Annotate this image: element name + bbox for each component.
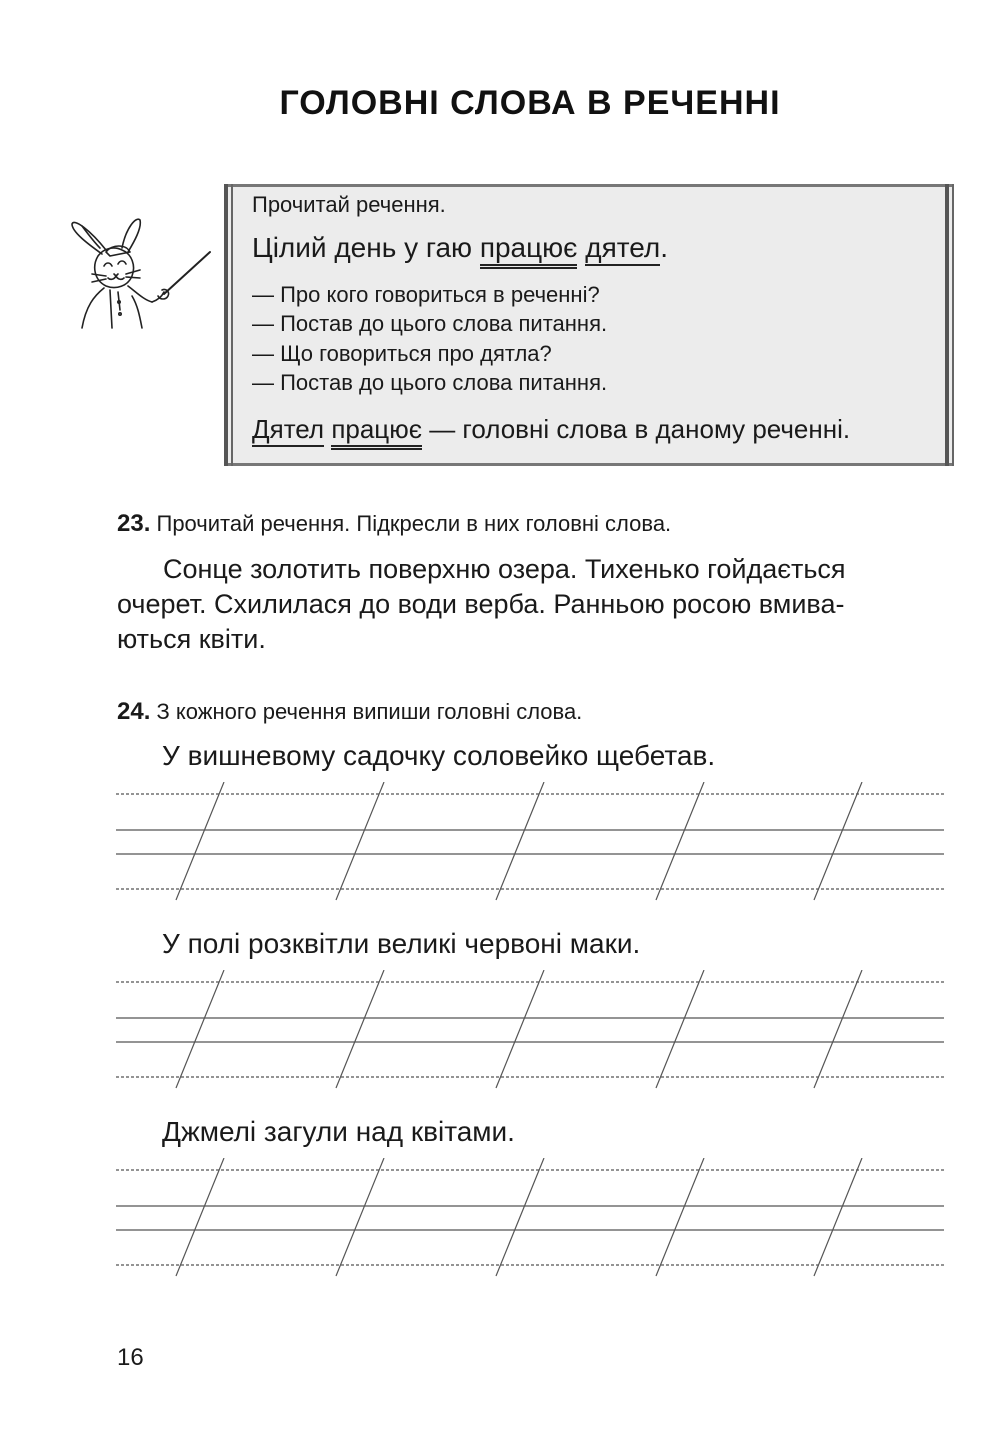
page-title: ГОЛОВНІ СЛОВА В РЕЧЕННІ [279, 84, 781, 122]
exercise-number: 24. [117, 698, 151, 725]
handwriting-lines[interactable] [116, 970, 944, 1090]
page-number: 16 [117, 1344, 144, 1371]
rule-question: — Постав до цього слова питання. [252, 370, 608, 395]
exercise-task: Прочитай речення. Підкресли в них головні слова. [156, 511, 672, 536]
rule-example-sentence: Цілий день у гаю працює дятел. [252, 232, 668, 264]
predicate-double-underline: працює [331, 414, 422, 450]
exercise-number: 23. [117, 510, 151, 537]
exercise-24-sentence: У вишневому садочку соловейко щебетав. [162, 740, 716, 771]
rabbit-teacher-illustration [70, 210, 215, 330]
exercise-23-text-line: Сонце золотить поверхню озера. Тихенько гойдається [163, 554, 846, 584]
subject-single-underline: Дятел [252, 414, 324, 447]
predicate-double-underline: працює [480, 232, 578, 269]
exercise-23-text-line: очерет. Схилилася до води верба. Ранньою росою вмива- [117, 589, 845, 619]
exercise-23-text-line: ються квіти. [117, 624, 266, 654]
rule-question: — Що говориться про дятла? [252, 341, 552, 366]
handwriting-lines[interactable] [116, 1158, 944, 1278]
exercise-24-sentence: У полі розквітли великі червоні маки. [162, 928, 641, 959]
handwriting-lines[interactable] [116, 782, 944, 902]
rule-question: — Постав до цього слова питання. [252, 311, 608, 336]
rule-instruction: Прочитай речення. [252, 192, 446, 217]
exercise-task: З кожного речення випиши головні слова. [156, 699, 583, 724]
exercise-23-heading [117, 510, 671, 538]
exercise-24-heading [117, 698, 582, 726]
subject-single-underline: дятел [585, 232, 660, 266]
rule-question: — Про кого говориться в реченні? [252, 282, 600, 307]
exercise-24-sentence: Джмелі загули над квітами. [162, 1116, 515, 1147]
rule-conclusion: Дятел працює — головні слова в даному реченні. [252, 414, 850, 445]
